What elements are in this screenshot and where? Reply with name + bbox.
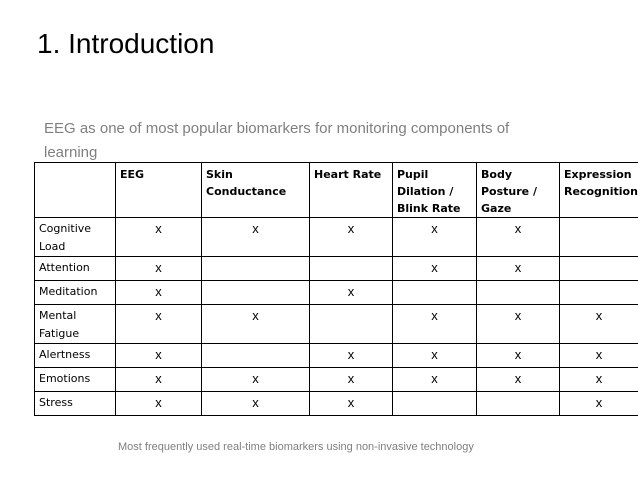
table-cell: x [310, 368, 393, 392]
table-cell [202, 281, 310, 305]
slide-title: 1. Introduction [37, 28, 215, 59]
row-label: Meditation [35, 281, 116, 305]
table-cell: x [560, 305, 638, 344]
table-cell: x [560, 392, 638, 416]
table-cell [310, 305, 393, 344]
table-cell: x [116, 368, 202, 392]
table-cell: x [202, 392, 310, 416]
table-cell: x [116, 218, 202, 257]
table-cell [477, 281, 560, 305]
table-cell: x [560, 344, 638, 368]
slide-subtitle: EEG as one of most popular biomarkers for monitoring components of learning [44, 120, 510, 161]
table-cell: x [116, 281, 202, 305]
row-label: Alertness [35, 344, 116, 368]
table-cell: x [116, 392, 202, 416]
table-cell [393, 281, 477, 305]
row-label: Emotions [35, 368, 116, 392]
table-row [35, 281, 638, 305]
table-cell [560, 218, 638, 257]
row-label: Cognitive Load [35, 218, 116, 257]
table-cell: x [393, 218, 477, 257]
table-cell: x [116, 257, 202, 281]
row-label: Attention [35, 257, 116, 281]
table-cell [310, 257, 393, 281]
table-caption: Most frequently used real-time biomarkers using non-invasive technology [118, 441, 474, 453]
header-cell-eeg: EEG [116, 163, 202, 218]
table-cell: x [560, 368, 638, 392]
biomarker-table [34, 162, 638, 416]
table-cell [560, 281, 638, 305]
header-cell-pupil-dilation: Pupil Dilation / Blink Rate [393, 163, 477, 218]
table-cell [393, 392, 477, 416]
table-cell: x [477, 344, 560, 368]
table-row [35, 257, 638, 281]
table-cell: x [477, 305, 560, 344]
table-cell: x [310, 281, 393, 305]
table-row [35, 392, 638, 416]
table-cell [202, 344, 310, 368]
header-cell-heart-rate: Heart Rate [310, 163, 393, 218]
table-cell [202, 257, 310, 281]
table-cell: x [477, 257, 560, 281]
table-cell: x [310, 218, 393, 257]
row-label: Mental Fatigue [35, 305, 116, 344]
table-row [35, 368, 638, 392]
table-cell: x [310, 392, 393, 416]
table-cell [477, 392, 560, 416]
header-cell-corner [35, 163, 116, 218]
table-cell: x [116, 305, 202, 344]
header-cell-skin-conductance: Skin Conductance [202, 163, 310, 218]
table-cell: x [310, 344, 393, 368]
header-cell-expression-recognition: Expression Recognition [560, 163, 638, 218]
header-row [35, 163, 638, 218]
table-cell [560, 257, 638, 281]
table-cell: x [202, 218, 310, 257]
table-cell: x [202, 305, 310, 344]
table-cell: x [393, 344, 477, 368]
table-cell: x [202, 368, 310, 392]
table-cell: x [393, 257, 477, 281]
table-cell: x [393, 305, 477, 344]
table-cell: x [477, 218, 560, 257]
table-cell: x [393, 368, 477, 392]
table-row [35, 344, 638, 368]
header-cell-body-posture: Body Posture / Gaze [477, 163, 560, 218]
table-row [35, 305, 638, 344]
table-row [35, 218, 638, 257]
table-cell: x [477, 368, 560, 392]
table-cell: x [116, 344, 202, 368]
row-label: Stress [35, 392, 116, 416]
